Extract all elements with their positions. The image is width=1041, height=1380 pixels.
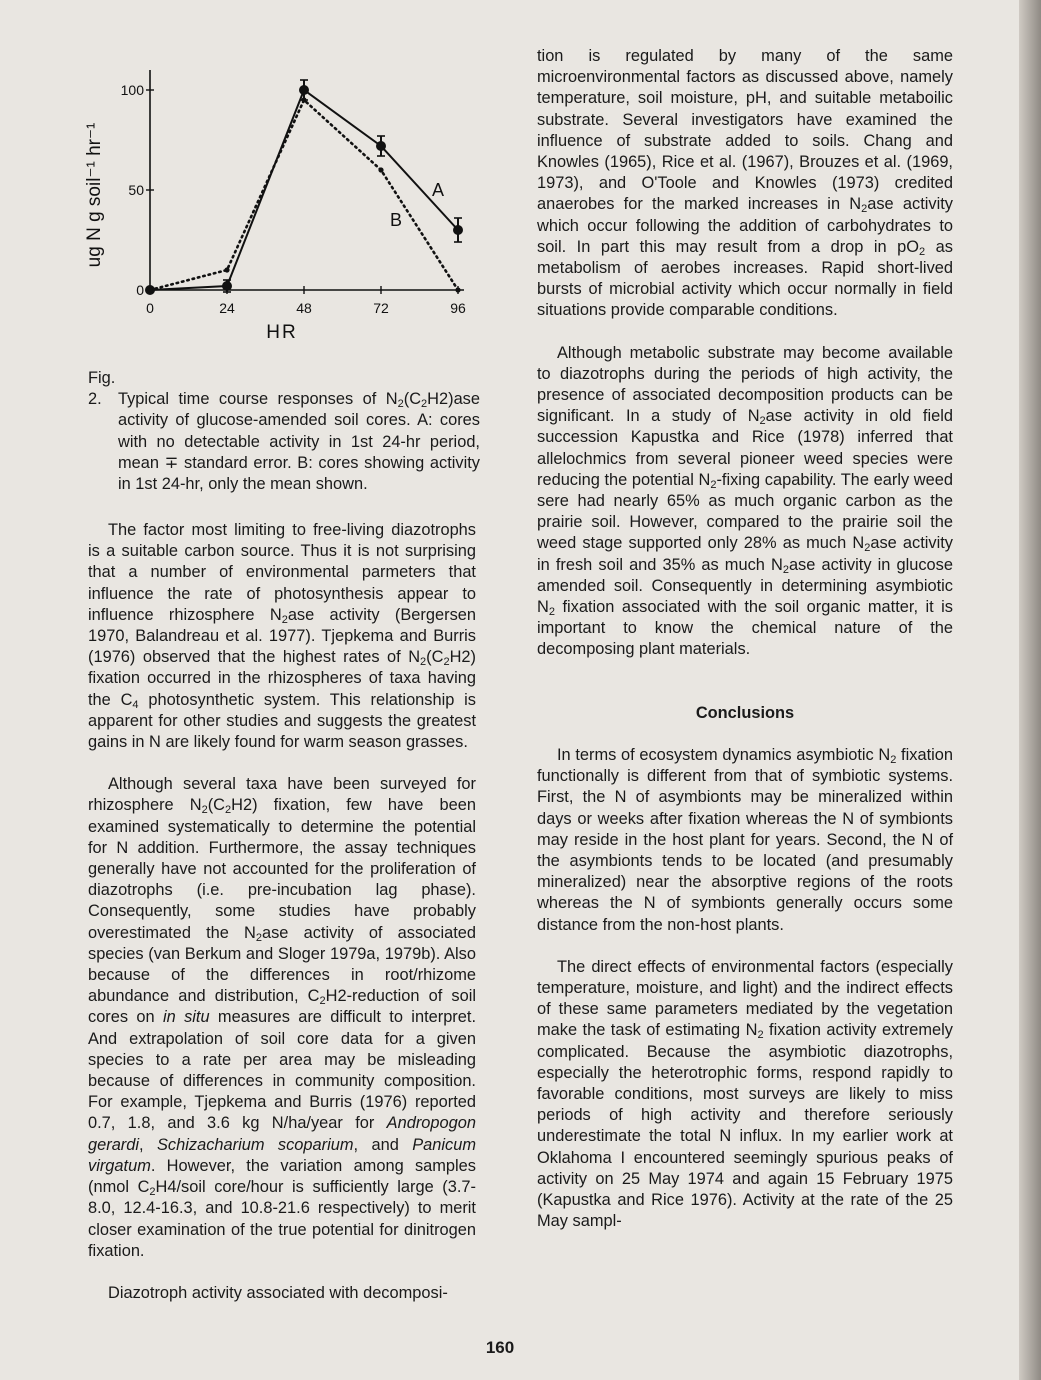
page-edge-shadow: [1019, 0, 1041, 1380]
figure-2-chart: [70, 20, 490, 365]
x-tick-label: 0: [146, 300, 154, 316]
data-point-a: [453, 225, 463, 235]
figure-caption: [88, 368, 480, 495]
paragraph: In terms of ecosystem dynamics asymbiotic $N_2$ fixation functionally is different from that of symbiotic systems. First, the N of asymbionts may be mineralized within days or weeks after fixation whereas the N of symbionts may reside in the host plant for years. Second, the N of the asymbionts tends to be located (and presumably mineralized) near the absorptive regions of the roots whereas the N of symbionts generally occurs some distance from the non-host plants.: [537, 745, 953, 934]
series-label-a: A: [432, 180, 445, 200]
data-point-a: [299, 85, 309, 95]
paragraph: Although metabolic substrate may become available to diazotrophs during the periods of high activity, the presence of associated decomposition products can be significant. In a study of $N_2ase$ activity in old field succession Kapustka and Rice (1978) inferred that allelochmics from several pioneer weed species were reducing the potential $N_2$-fixing capability. The early weed sere had nearly 65% as much organic carbon as the prairie soil. However, compared to the prairie soil the weed stage supported only 28% as much $N_2ase$ activity in fresh soil and 35% as much $N_2ase$ activity in glucose amended soil. Consequently in determining asymbiotic $N_2$ fixation associated with the soil organic matter, it is important to know the chemical nature of the decomposing plant materials.: [537, 343, 953, 659]
x-tick-label: 96: [450, 300, 466, 316]
x-tick-label: 24: [219, 300, 235, 316]
y-tick-label: 100: [120, 82, 144, 98]
right-column: [537, 46, 953, 1232]
paragraph: The direct effects of environmental factors (especially temperature, moisture, and light) and the indirect effects of these same parameters mediated by the vegetation make the task of estimating $N_2$ fixation activity extremely complicated. Because the asymbiotic diazotrophs, especially the heterotrophic forms, respond rapidly to favorable conditions, most surveys are likely to miss periods of high activity and therefore seriously underestimate the total N influx. In my earlier work at Oklahoma I encountered seemingly spurious peaks of activity on 25 May 1974 and again 15 February 1975 (Kapustka and Rice 1976). Activity at the rate of the 25 May sampl-: [537, 957, 954, 1231]
data-point-a: [376, 141, 386, 151]
data-point-b: [301, 97, 306, 102]
data-point-b: [378, 167, 383, 172]
paragraph: tion is regulated by many of the same microenvironmental factors as discussed above, namely temperature, soil moisture, pH, and suitable metaboilic substrate. Several investigators have examined the influence of substrate added to soils. Chang and Knowles (1965), Rice et al. (1967), Brouzes et al. (1969, 1973), and O'Toole and Knowles (1973) credited anaerobes for the marked increases in $N_2ase$ activity which occur following the addition of carbohydrates to soil. In part this may result from a drop in $pO_2$ as metabolism of aerobes increases. Rapid short-lived bursts of microbial activity which occur normally in field situations provide comparable conditions.: [537, 47, 953, 320]
x-tick-label: 72: [373, 300, 389, 316]
axes: [146, 70, 464, 294]
y-tick-label: 0: [136, 282, 144, 298]
data-point-b: [455, 287, 460, 292]
caption-text: Typical time course responses of $N_2(C_2H2)ase$ activity of glucose-amended soil cores. A: cores with no detectable activity in 1st 24-hr period, mean ∓ standard error. B: cores showing activity in 1st 24-hr, only the mean shown.: [118, 390, 480, 494]
left-column: [88, 520, 476, 1304]
y-tick-label: 50: [128, 182, 144, 198]
data-point-b: [147, 287, 152, 292]
y-axis-label: ug N g soil⁻¹ hr⁻¹: [84, 122, 105, 268]
x-axis-label: HR: [266, 322, 298, 343]
data-point-b: [224, 267, 229, 272]
x-tick-label: 48: [296, 300, 312, 316]
section-heading-conclusions: Conclusions: [695, 703, 795, 722]
series-label-b: B: [390, 210, 403, 230]
caption-label: Fig. 2.: [88, 369, 116, 409]
paragraph: Diazotroph activity associated with decomposi-: [108, 1283, 448, 1302]
page-number: 160: [485, 1338, 515, 1357]
paragraph: Although several taxa have been surveyed for rhizosphere $N_2(C_2H2)$ fixation, few have been examined systematically to determine the potential for N addition. Furthermore, the assay techniques generally have not accounted for the proliferation of diazotrophs (i.e. pre-incubation lag phase). Consequently, some studies have probably overestimated the $N_2ase$ activity of associated species (van Berkum and Sloger 1979a, 1979b). Also because of the differences in root/rhizome abundance and distribution, $C_2H2$-reduction of soil cores on in situ measures are difficult to interpret. And extrapolation of soil core data for a given species to a rate per area may be misleading because of differences in community composition. For example, Tjepkema and Burris (1976) reported 0.7, 1.8, and 3.6 kg N/ha/year for Andropogon gerardi, Schizacharium scoparium, and Panicum virgatum. However, the variation among samples (nmol $C_2H4$/soil core/hour is sufficiently large (3.7-8.0, 12.4-16.3, and 10.8-21.6 respectively) to merit closer examination of the true potential for dinitrogen fixation.: [88, 775, 477, 1260]
series-marks: [145, 80, 463, 295]
series-line-a: [150, 90, 458, 290]
paragraph: The factor most limiting to free-living diazotrophs is a suitable carbon source. Thus it is not surprising that a number of environmental parmeters that influence the rate of photosynthesis appear to influence rhizosphere $N_2ase$ activity (Bergersen 1970, Balandreau et al. 1977). Tjepkema and Burris (1976) observed that the highest rates of $N_2(C_2H2)$ fixation occurred in the rhizospheres of taxa having the $C_4$ photosynthetic system. This relationship is apparent for other studies and suggests the greatest gains in N are likely found for warm season grasses.: [88, 521, 476, 752]
series-line-b: [150, 100, 458, 290]
data-point-a: [222, 281, 232, 291]
